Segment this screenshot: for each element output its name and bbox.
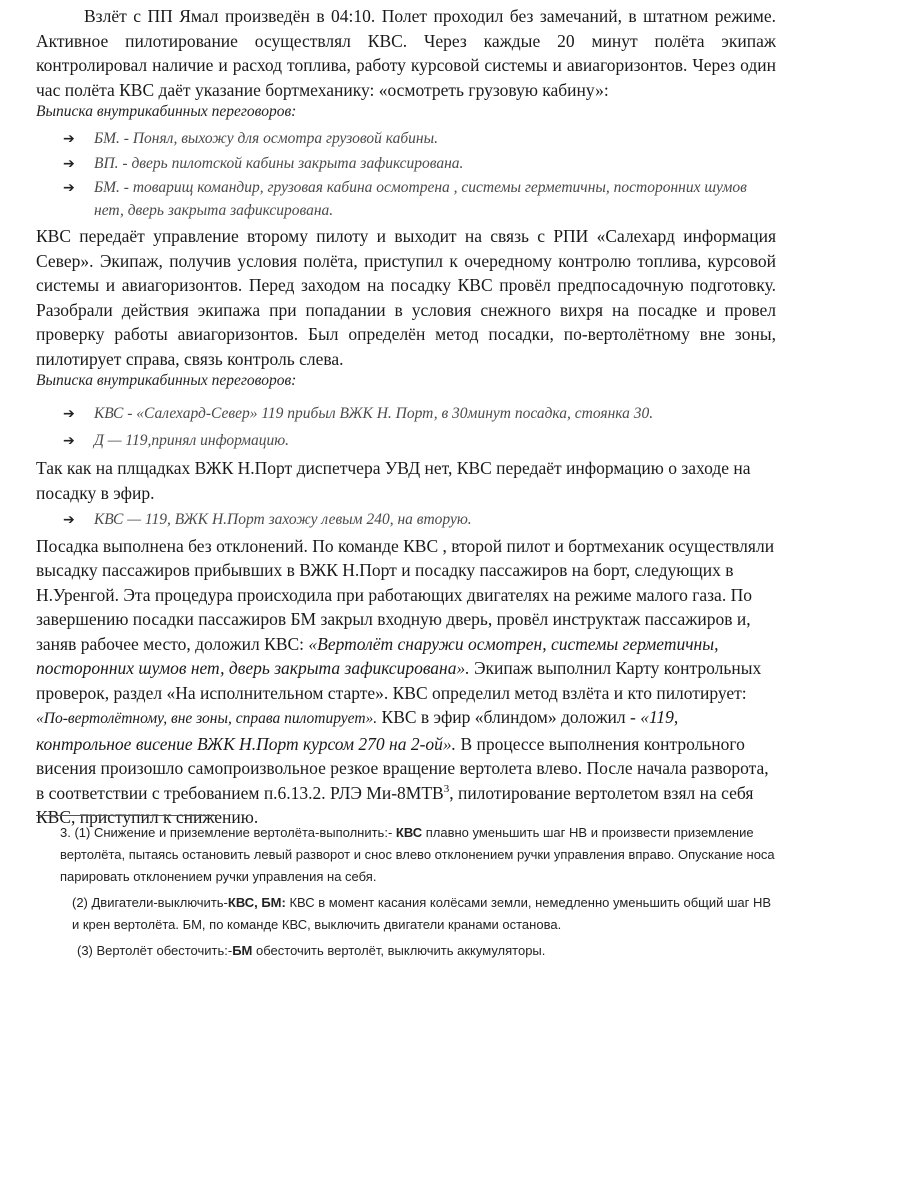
document-body bbox=[36, 4, 776, 830]
arrow-right-icon: ➔ bbox=[63, 131, 75, 147]
paragraph-broadcast: Так как на плщадках ВЖК Н.Порт диспетчера УВД нет, КВС передаёт информацию о заходе на посадку в эфир. bbox=[36, 458, 751, 503]
list-item: ➔ КВС - «Салехард-Север» 119 прибыл ВЖК Н. Порт, в 30минут посадка, стоянка 30. bbox=[36, 403, 776, 426]
list-item: ➔ ВП. - дверь пилотской кабины закрыта зафиксирована. bbox=[36, 153, 776, 176]
paragraph-approach: КВС передаёт управление второму пилоту и выходит на связь с РПИ «Салехард информация Север». Экипаж, получив условия полёта, приступил к очередному контролю топлива, курсовой системы и авиагоризонтов. Перед заходом на посадку КВС провёл предпосадочную подготовку. Разобрали действия экипажа при попадании в условия снежного вихря на посадке и провел проверку работы авиагоризонтов. Был определён метод посадки, по-вертолётному вне зоны, пилотирует справа, связь контроль слева. bbox=[36, 226, 776, 369]
inline-quote: «По-вертолётному, вне зоны, справа пилотирует». bbox=[36, 710, 378, 727]
transcript-list bbox=[36, 128, 776, 222]
arrow-right-icon: ➔ bbox=[63, 432, 75, 449]
paragraph-takeoff: Взлёт с ПП Ямал произведён в 04:10. Полет проходил без замечаний, в штатном режиме. Активное пилотирование осуществлял КВС. Через каждые 20 минут полёта экипаж контролировал наличие и расход топлива, работу курсовой системы и авиагоризонтов. Через один час полёта КВС даёт указание бортмеханику: «осмотреть грузовую кабину»: bbox=[36, 6, 776, 100]
footnote-3: (3) Вертолёт обесточить:-БМ обесточить вертолёт, выключить аккумуляторы. bbox=[77, 943, 546, 958]
list-item: ➔ БМ. - Понял, выхожу для осмотра грузовой кабины. bbox=[36, 128, 776, 151]
transcript-list bbox=[36, 403, 776, 452]
footnote-2: (2) Двигатели-выключить-КВС, БМ: КВС в момент касания колёсами земли, немедленно уменьшить общий шаг НВ и крен вертолёта. БМ, по команде КВС, выключить двигатели кранами останова. bbox=[72, 895, 772, 932]
transcript-list bbox=[36, 509, 776, 532]
arrow-right-icon: ➔ bbox=[63, 180, 75, 196]
footnotes bbox=[60, 822, 776, 962]
list-item: ➔ БМ. - товарищ командир, грузовая кабина осмотрена , системы герметичны, посторонних шумов нет, дверь закрыта зафиксирована. bbox=[63, 179, 747, 219]
arrow-right-icon: ➔ bbox=[63, 512, 75, 528]
footnote-ref: 3 bbox=[443, 782, 450, 795]
footnote-divider bbox=[36, 815, 216, 816]
list-item: ➔ Д — 119,принял информацию. bbox=[36, 430, 776, 453]
transcript-label: Выписка внутрикабинных переговоров: bbox=[36, 103, 297, 120]
inline-quote: «119, контрольное висение ВЖК Н.Порт курсом 270 на 2-ой». bbox=[36, 707, 679, 754]
paragraph-landing: Посадка выполнена без отклонений. По команде КВС , второй пилот и бортмеханик осуществляли высадку пассажиров прибывших в ВЖК Н.Порт и посадку пассажиров на борт, следующих в Н.Уренгой. Эта процедура происходила при работающих двигателях на режиме малого газа. По завершению посадки пассажиров БМ закрыл входную дверь, провёл инструктаж пассажиров и, заняв рабочее место, доложил КВС: «Вертолёт снаружи осмотрен, системы герметичны, посторонних шумов нет, дверь закрыта зафиксирована». Экипаж выполнил Карту контрольных проверок, раздел «На исполнительном старте». КВС определил метод взлёта и кто пилотирует: «По-вертолётному, вне зоны, справа пилотирует». КВС в эфир «блиндом» доложил - «119, контрольное висение ВЖК Н.Порт курсом 270 на 2-ой». В процессе выполнения контрольного висения произошло самопроизвольное резкое вращение вертолета влево. После начала разворота, в соответствии с требованием п.6.13.2. РЛЭ Ми-8МТВ$^3$, пилотирование вертолетом взял на себя КВС, приступил к снижению. bbox=[36, 535, 775, 827]
transcript-label: Выписка внутрикабинных переговоров: bbox=[36, 372, 297, 389]
arrow-right-icon: ➔ bbox=[63, 155, 75, 172]
arrow-right-icon: ➔ bbox=[63, 406, 75, 422]
inline-quote: «Вертолёт снаружи осмотрен, системы герметичны, посторонних шумов нет, дверь закрыта зафиксирована». bbox=[36, 633, 719, 678]
list-item: ➔ КВС — 119, ВЖК Н.Порт захожу левым 240, на вторую. bbox=[36, 509, 776, 532]
footnote-1: 3. (1) Снижение и приземление вертолёта-выполнить:- КВС плавно уменьшить шаг НВ и произвести приземление вертолёта, пытаясь остановить левый разворот и снос влево отклонением ручки управления вправо. Опускание носа парировать отклонением ручки управления на себя. bbox=[60, 825, 775, 884]
